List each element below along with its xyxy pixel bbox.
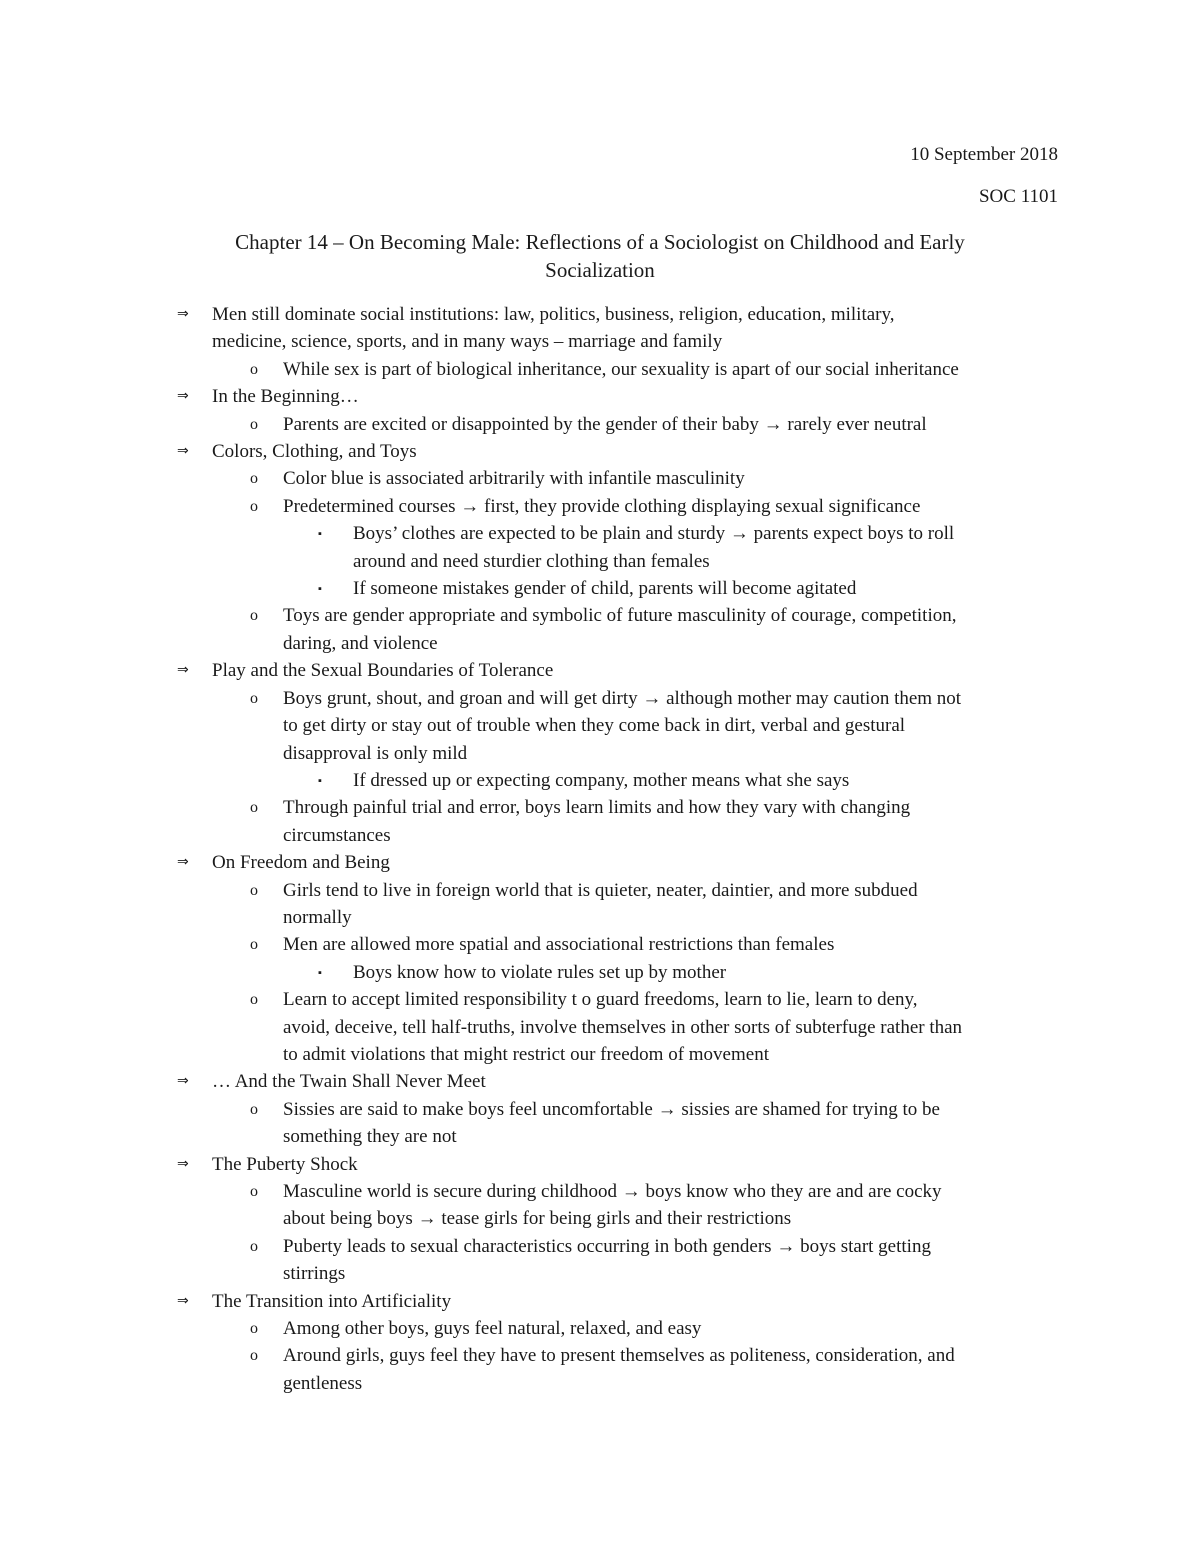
arrow-bullet-icon: ⇒ xyxy=(177,1073,189,1090)
outline-subitem xyxy=(0,685,1200,712)
outline-text: Toys are gender appropriate and symbolic of future masculinity of courage, competition, xyxy=(283,605,957,627)
outline-text: Predetermined courses → first, they provide clothing displaying sexual significance xyxy=(283,495,921,517)
square-bullet-icon: ▪ xyxy=(318,774,322,787)
outline-text: normally xyxy=(283,906,352,928)
outline-text: Colors, Clothing, and Toys xyxy=(212,441,417,463)
outline-subitem-continuation xyxy=(0,740,1200,767)
circle-bullet-icon: o xyxy=(250,497,258,515)
circle-bullet-icon: o xyxy=(250,360,258,378)
circle-bullet-icon: o xyxy=(250,607,258,625)
outline-subitem xyxy=(0,986,1200,1013)
outline-item xyxy=(0,301,1200,328)
outline-subitem xyxy=(0,465,1200,492)
outline-item xyxy=(0,383,1200,410)
circle-bullet-icon: o xyxy=(250,799,258,817)
circle-bullet-icon: o xyxy=(250,881,258,899)
outline-subitem-continuation xyxy=(0,1014,1200,1041)
square-bullet-icon: ▪ xyxy=(318,528,322,541)
outline-subitem-continuation xyxy=(0,1260,1200,1287)
square-bullet-icon: ▪ xyxy=(318,966,322,979)
outline-subsubitem xyxy=(0,767,1200,794)
circle-bullet-icon: o xyxy=(250,991,258,1009)
outline-text: While sex is part of biological inheritance, our sexuality is apart of our social inheritance xyxy=(283,358,959,380)
outline-text: medicine, science, sports, and in many ways – marriage and family xyxy=(212,331,723,353)
outline-subitem xyxy=(0,1178,1200,1205)
arrow-bullet-icon: ⇒ xyxy=(177,1292,189,1309)
outline-item xyxy=(0,1151,1200,1178)
outline-text: about being boys → tease girls for being girls and their restrictions xyxy=(283,1208,792,1230)
circle-bullet-icon: o xyxy=(250,936,258,954)
circle-bullet-icon: o xyxy=(250,1237,258,1255)
outline-text: Boys’ clothes are expected to be plain and sturdy → parents expect boys to roll xyxy=(353,523,955,545)
arrow-bullet-icon: ⇒ xyxy=(177,306,189,322)
outline-text: If dressed up or expecting company, mother means what she says xyxy=(353,769,850,791)
outline-text: stirrings xyxy=(283,1263,346,1285)
outline-text: On Freedom and Being xyxy=(212,852,390,874)
outline-text: Among other boys, guys feel natural, relaxed, and easy xyxy=(283,1318,702,1340)
outline-subitem xyxy=(0,877,1200,904)
circle-bullet-icon: o xyxy=(250,689,258,707)
outline-subitem-continuation xyxy=(0,712,1200,739)
circle-bullet-icon: o xyxy=(250,1320,258,1338)
outline-text: Men still dominate social institutions: law, politics, business, religion, education, military, xyxy=(212,304,895,325)
outline-subitem xyxy=(0,794,1200,821)
outline-subitem-continuation xyxy=(0,630,1200,657)
outline-subitem-continuation xyxy=(0,1123,1200,1150)
arrow-bullet-icon: ⇒ xyxy=(177,662,189,679)
arrow-bullet-icon: ⇒ xyxy=(177,443,189,460)
outline-text: to admit violations that might restrict our freedom of movement xyxy=(283,1043,769,1065)
outline-subitem-continuation xyxy=(0,1205,1200,1232)
circle-bullet-icon: o xyxy=(250,1347,258,1365)
circle-bullet-icon: o xyxy=(250,1100,258,1118)
outline-subitem-continuation xyxy=(0,904,1200,931)
arrow-bullet-icon: ⇒ xyxy=(177,1155,189,1172)
circle-bullet-icon: o xyxy=(250,470,258,488)
outline-text: Boys grunt, shout, and groan and will get dirty → although mother may caution them not xyxy=(283,687,962,709)
outline-subsubitem-continuation xyxy=(0,548,1200,575)
outline-text: circumstances xyxy=(283,824,391,846)
outline-subsubitem xyxy=(0,959,1200,986)
outline-text: gentleness xyxy=(283,1372,363,1394)
circle-bullet-icon: o xyxy=(250,1183,258,1200)
outline-text: In the Beginning… xyxy=(212,386,359,408)
outline-text: Puberty leads to sexual characteristics occurring in both genders → boys start getting xyxy=(283,1235,931,1257)
outline-subitem xyxy=(0,1315,1200,1342)
outline-text: Boys know how to violate rules set up by mother xyxy=(353,961,727,983)
outline-text: Men are allowed more spatial and associational restrictions than females xyxy=(283,934,835,956)
outline-subitem xyxy=(0,1233,1200,1260)
arrow-bullet-icon: ⇒ xyxy=(177,388,189,405)
outline-text: Around girls, guys feel they have to present themselves as politeness, consideration, and xyxy=(283,1345,955,1367)
outline-text: The Transition into Artificiality xyxy=(212,1290,452,1312)
outline-text: Color blue is associated arbitrarily with infantile masculinity xyxy=(283,468,745,490)
outline-subitem-continuation xyxy=(0,1370,1200,1397)
outline-item-continuation xyxy=(0,328,1200,355)
outline-text: If someone mistakes gender of child, parents will become agitated xyxy=(353,578,857,600)
outline-text: daring, and violence xyxy=(283,632,438,654)
outline-text: Sissies are said to make boys feel uncomfortable → sissies are shamed for trying to be xyxy=(283,1098,940,1120)
outline-item xyxy=(0,849,1200,876)
title-line: Chapter 14 – On Becoming Male: Reflections of a Sociologist on Childhood and Early xyxy=(235,230,965,254)
outline-text: avoid, deceive, tell half-truths, involve themselves in other sorts of subterfuge rather than xyxy=(283,1016,963,1038)
outline-subsubitem xyxy=(0,575,1200,602)
outline-subitem xyxy=(0,1096,1200,1123)
outline-subitem xyxy=(0,356,1200,383)
outline-text: to get dirty or stay out of trouble when they come back in dirt, verbal and gestural xyxy=(283,715,906,737)
outline-text: around and need sturdier clothing than females xyxy=(353,550,710,572)
header-course: SOC 1101 xyxy=(978,186,1058,207)
outline-item xyxy=(0,438,1200,465)
outline-text: something they are not xyxy=(283,1126,457,1148)
outline-subsubitem xyxy=(0,520,1200,547)
circle-bullet-icon: o xyxy=(250,415,258,433)
outline-subitem-continuation xyxy=(0,822,1200,849)
outline-subitem xyxy=(0,1342,1200,1369)
outline-text: disapproval is only mild xyxy=(283,742,468,764)
page-title xyxy=(150,228,1050,284)
notes-outline xyxy=(0,301,1200,1397)
outline-subitem xyxy=(0,493,1200,520)
outline-text: … And the Twain Shall Never Meet xyxy=(212,1071,486,1093)
outline-subitem xyxy=(0,602,1200,629)
arrow-bullet-icon: ⇒ xyxy=(177,854,189,871)
outline-text: Through painful trial and error, boys learn limits and how they vary with changing xyxy=(283,797,911,819)
outline-text: Masculine world is secure during childhood → boys know who they are and are cocky xyxy=(283,1181,942,1202)
square-bullet-icon: ▪ xyxy=(318,583,322,596)
outline-text: The Puberty Shock xyxy=(212,1153,358,1175)
outline-subitem xyxy=(0,931,1200,958)
outline-text: Play and the Sexual Boundaries of Tolerance xyxy=(212,660,554,682)
outline-item xyxy=(0,1068,1200,1095)
title-line: Socialization xyxy=(545,258,655,282)
outline-text: Parents are excited or disappointed by the gender of their baby → rarely ever neutral xyxy=(283,413,927,435)
outline-subitem xyxy=(0,411,1200,438)
outline-subitem-continuation xyxy=(0,1041,1200,1068)
header-date: 10 September 2018 xyxy=(910,144,1058,165)
outline-item xyxy=(0,657,1200,684)
outline-text: Girls tend to live in foreign world that is quieter, neater, daintier, and more subdued xyxy=(283,879,918,901)
outline-text: Learn to accept limited responsibility t o guard freedoms, learn to lie, learn to deny, xyxy=(283,989,918,1011)
outline-item xyxy=(0,1288,1200,1315)
